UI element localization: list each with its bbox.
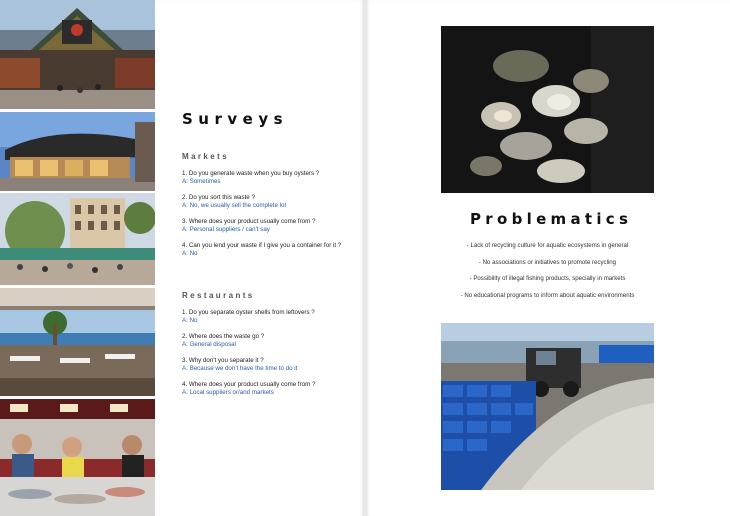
answer: A: No, we usually sell the complete lot	[182, 202, 287, 209]
answer: A: Local suppliers or/and markets	[182, 389, 274, 396]
problematics-title: Problematics	[470, 210, 633, 228]
answer: A: No	[182, 250, 198, 257]
question: 4. Where does your product usually come from ?	[182, 381, 316, 388]
restaurants-qa-4	[182, 381, 360, 397]
question: 2. Do you sort this waste ?	[182, 194, 255, 201]
answer: A: Because we don't have the time to do it	[182, 365, 298, 372]
markets-qa-2	[182, 194, 360, 210]
market-hall-photo	[0, 0, 155, 109]
beach-restaurant-photo	[0, 288, 155, 396]
restaurants-qa-3	[182, 357, 360, 373]
markets-qa-4	[182, 242, 360, 258]
oyster-shells-photo	[441, 26, 654, 193]
question: 3. Where does your product usually come from ?	[182, 218, 316, 225]
answer: A: Personal suppliers / can't say	[182, 226, 270, 233]
question: 1. Do you generate waste when you buy oysters ?	[182, 170, 320, 177]
problematics-list	[441, 242, 654, 308]
answer: A: No	[182, 317, 198, 324]
problematics-item: - Lack of recycling culture for aquatic ecosystems in general	[466, 242, 629, 249]
modern-market-building-photo	[0, 112, 155, 191]
markets-section-title: Markets	[182, 152, 230, 161]
problematics-item: - No educational programs to inform about aquatic environments	[460, 291, 635, 299]
problematics-item: - Possibility of illegal fishing products, specially in markets	[469, 275, 626, 282]
problematics-item: - No associations or initiatives to promote recycling	[478, 258, 617, 266]
markets-qa-3	[182, 218, 360, 234]
surveys-title: Surveys	[182, 110, 289, 128]
answer: A: Sometimes	[182, 178, 221, 185]
restaurants-qa-1	[182, 309, 360, 325]
question: 1. Do you separate oyster shells from leftovers ?	[182, 309, 315, 316]
left-page	[0, 0, 364, 516]
restaurants-qa-2	[182, 333, 360, 349]
markets-qa-1	[182, 170, 360, 186]
answer: A: General disposal	[182, 341, 236, 348]
plaza-terrace-photo	[0, 193, 155, 285]
question: 2. Where does the waste go ?	[182, 333, 265, 340]
fish-counter-photo	[0, 399, 155, 516]
question: 3. Why don't you separate it ?	[182, 357, 264, 364]
restaurants-section-title: Restaurants	[182, 291, 255, 300]
harbor-crates-photo	[441, 323, 654, 490]
question: 4. Can you lend your waste if I give you a container for it ?	[182, 242, 342, 249]
